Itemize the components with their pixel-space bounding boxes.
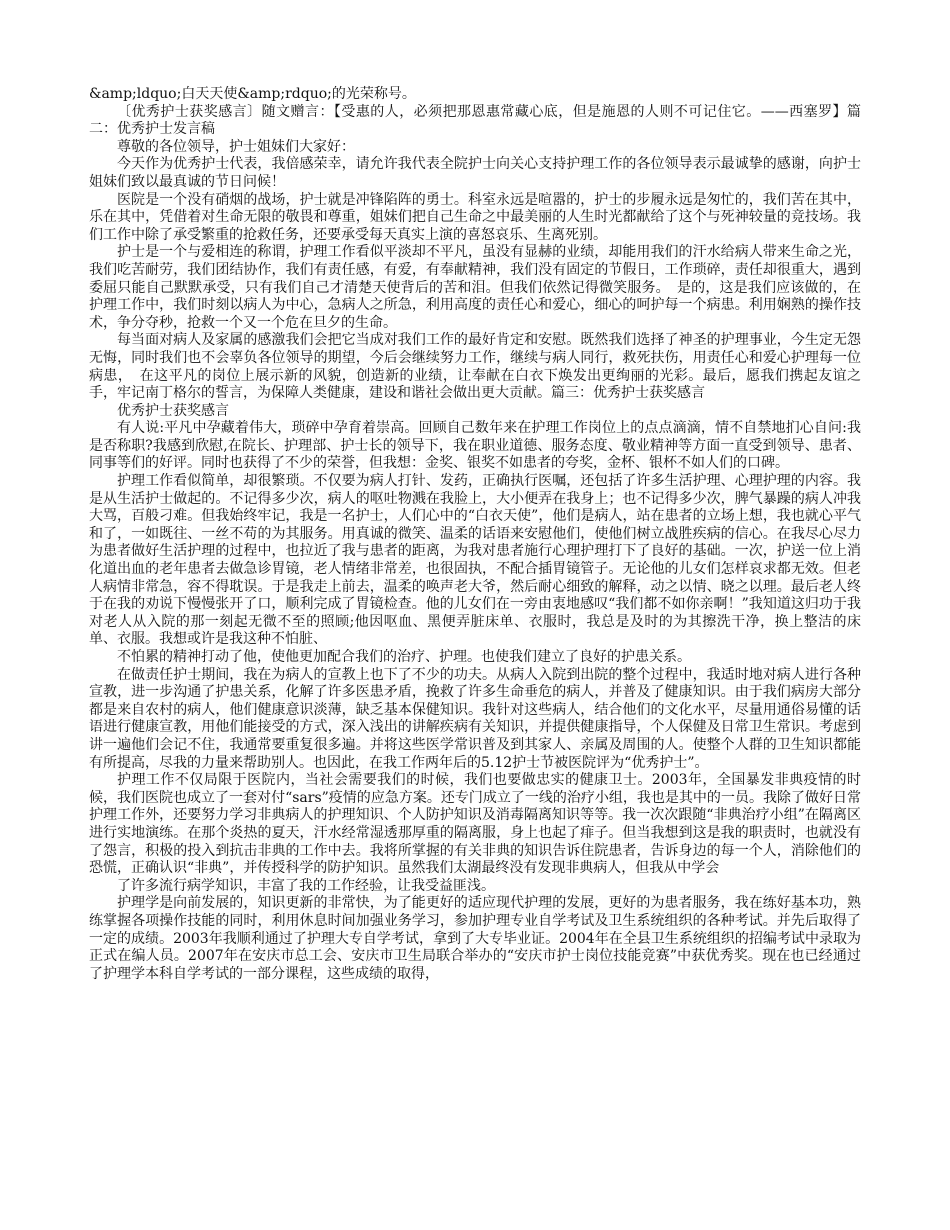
paragraph: 今天作为优秀护士代表，我倍感荣幸，请允许我代表全院护士向关心支持护理工作的各位领导表示最诚挚的感谢，向护士姐妹们致以最真诚的节日问候！	[89, 156, 861, 190]
paragraph: 护士是一个与爱相连的称谓，护理工作看似平淡却不平凡，虽没有显赫的业绩，却能用我们的汗水给病人带来生命之光，我们吃苦耐劳，我们团结协作，我们有责任感，有爱，有奉献精神，我们没有固定的节假日，工作琐碎，责任却很重大，遇到委屈只能自己默默承受，只有我们自己才清楚天使背后的苦和泪。但我们依然记得微笑服务。 是的，这是我们应该做的，在护理工作中，我们时刻以病人为中心，急病人之所急，利用高度的责任心和爱心，细心的呵护每一个病患。利用娴熟的操作技术，争分夺秒，抢救一个又一个危在旦夕的生命。	[89, 244, 861, 331]
section-title: 优秀护士获奖感言	[117, 402, 229, 419]
paragraph: 在做责任护士期间，我在为病人的宣教上也下了不少的功夫。从病人入院到出院的整个过程中，我适时地对病人进行各种宣教，进一步沟通了护患关系，化解了许多医患矛盾，挽救了许多生命垂危的病人，并普及了健康知识。由于我们病房大部分都是来自农村的病人，他们健康意识淡薄，缺乏基本保健知识。我针对这些病人，结合他们的文化水平，尽量用通俗易懂的话语进行健康宣教，用他们能接受的方式，深入浅出的讲解疾病有关知识，并提供健康指导，个人保健及日常卫生常识。考虑到讲一遍他们会记不住，我通常要重复很多遍。并将这些医学常识普及到其家人、亲属及周围的人。使整个人群的卫生知识都能有所提高，尽我的力量来帮助别人。也因此，在我工作两年后的5.12护士节被医院评为“优秀护士”。	[89, 666, 861, 771]
paragraph: 护理工作不仅局限于医院内，当社会需要我们的时候，我们也要做忠实的健康卫士。2003年，全国暴发非典疫情的时候，我们医院也成立了一套对付“sars”疫情的应急方案。还专门成立了一线的治疗小组，我也是其中的一员。我除了做好日常护理工作外，还要努力学习非典病人的护理知识、个人防护知识及消毒隔离知识等等。我一次次跟随“非典治疗小组”在隔离区进行实地演练。在那个炎热的夏天，汗水经常湿透那厚重的隔离服，身上也起了痱子。但当我想到这是我的职责时，也就没有了怨言，积极的投入到抗击非典的工作中去。我将所掌握的有关非典的知识告诉住院患者，告诉身边的每一个人，消除他们的恐慌，正确认识“非典”，并传授科学的防护知识。虽然我们太湖最终没有发现非典病人，但我从中学会	[89, 772, 861, 877]
paragraph: 不怕累的精神打动了他，使他更加配合我们的治疗、护理。也使我们建立了良好的护患关系。	[117, 649, 691, 665]
paragraph: 有人说:平凡中孕藏着伟大，琐碎中孕育着崇高。回顾自己数年来在护理工作岗位上的点点滴滴，情不自禁地扪心自问:我是否称职?我感到欣慰,在院长、护理部、护士长的领导下，我在职业道德、服务态度、敬业精神等方面一直受到领导、患者、同事等们的好评。同时也获得了不少的荣誉，但我想：金奖、银奖不如患者的夸奖，金杯、银杯不如人们的口碑。	[89, 420, 861, 472]
document-body	[89, 86, 861, 983]
paragraph: 护理工作看似简单，却很繁琐。不仅要为病人打针、发药，正确执行医嘱，还包括了许多生活护理、心理护理的内容。我是从生活护士做起的。不记得多少次，病人的呕吐物溅在我脸上，大小便弄在我身上；也不记得多少次，脾气暴躁的病人冲我大骂，百般刁难。但我始终牢记，我是一名护士，人们心中的“白衣天使”，他们是病人，站在患者的立场上想，我也就心平气和了，一如既往、一丝不苟的为其服务。用真诚的微笑、温柔的话语来安慰他们，使他们树立战胜疾病的信心。在我尽心尽力为患者做好生活护理的过程中，也拉近了我与患者的距离，为我对患者施行心理护理打下了良好的基础。一次，护送一位上消化道出血的老年患者去做急诊胃镜，老人情绪非常差，也很固执，不配合插胃镜管子。无论他的儿女们怎样哀求都无效。但老人病情非常急，容不得耽误。于是我走上前去，温柔的唤声老大爷，然后耐心细致的解释，动之以情、晓之以理。最后老人终于在我的劝说下慢慢张开了口，顺利完成了胃镜检查。他的儿女们在一旁由衷地感叹“我们都不如你亲啊！”我知道这归功于我对老人从入院的那一刻起无微不至的照顾;他因呕血、黑便弄脏床单、衣服时，我总是及时的为其擦洗干净，换上整洁的床单、衣服。我想或许是我这种不怕脏、	[89, 473, 861, 648]
paragraph: 每当面对病人及家属的感激我们会把它当成对我们工作的最好肯定和安慰。既然我们选择了神圣的护理事业，今生定无怨无悔，同时我们也不会辜负各位领导的期望，今后会继续努力工作，继续与病人同行，救死扶伤，用责任心和爱心护理每一位病患， 在这平凡的岗位上展示新的风貌，创造新的业绩，让奉献在白衣下焕发出更绚丽的光彩。最后，愿我们携起友谊之手，牢记南丁格尔的誓言，为保障人类健康，建设和谐社会做出更大贡献。篇三：优秀护士获奖感言	[89, 332, 861, 402]
paragraph: 医院是一个没有硝烟的战场，护士就是冲锋陷阵的勇士。科室永远是喧嚣的，护士的步履永远是匆忙的，我们苦在其中，乐在其中，凭借着对生命无限的敬畏和尊重，姐妹们把自己生命之中最美丽的人生时光都献给了这个与死神较量的竞技场。我们工作中除了承受繁重的抢救任务，还要承受每天真实上演的喜怒哀乐、生离死别。	[89, 191, 861, 243]
paragraph: 尊敬的各位领导，护士姐妹们大家好：	[117, 138, 355, 155]
paragraph: 〔优秀护士获奖感言〕随文赠言：【受惠的人，必须把那恩惠常藏心底，但是施恩的人则不可记住它。——西塞罗】篇二：优秀护士发言稿	[89, 103, 861, 138]
paragraph: 护理学是向前发展的，知识更新的非常快，为了能更好的适应现代护理的发展，更好的为患者服务，我在练好基本功，熟练掌握各项操作技能的同时，利用休息时间加强业务学习，参加护理专业自学考试及卫生系统组织的各种考试。并先后取得了一定的成绩。2003年我顺利通过了护理大专自学考试，拿到了大专毕业证。2004年在全县卫生系统组织的招编考试中录取为正式在编人员。2007年在安庆市总工会、安庆市卫生局联合举办的“安庆市护士岗位技能竞赛”中获优秀奖。现在也已经通过了护理学本科自学考试的一部分课程，这些成绩的取得，	[89, 895, 861, 982]
paragraph: 了许多流行病学知识，丰富了我的工作经验，让我受益匪浅。	[117, 877, 495, 894]
paragraph: &amp;ldquo;白天天使&amp;rdquo;的光荣称号。	[89, 86, 416, 102]
